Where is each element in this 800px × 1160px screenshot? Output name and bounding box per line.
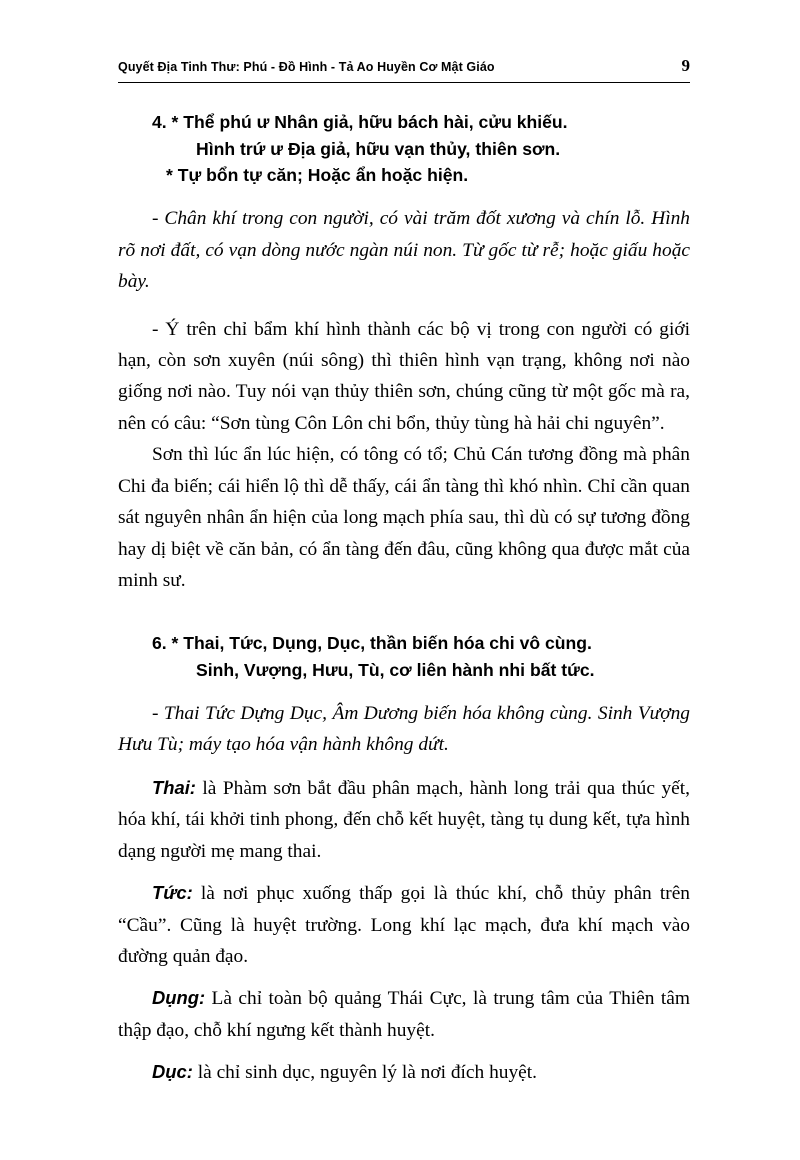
header-divider (118, 82, 690, 83)
definition-duc (118, 1057, 690, 1088)
running-title: Quyết Địa Tinh Thư: Phú - Đồ Hình - Tả Ao Huyền Cơ Mật Giáo (118, 60, 495, 74)
verse-line: Hình trứ ư Địa giả, hữu vạn thủy, thiên sơn. (196, 138, 561, 159)
definition-term: Tức: (152, 882, 193, 904)
verse-line: 6. * Thai, Tức, Dụng, Dục, thần biến hóa chi vô cùng. (152, 633, 592, 654)
body-paragraph: - Ý trên chỉ bẩm khí hình thành các bộ vị trong con người có giới hạn, còn sơn xuyên (núi sông) thì thiên hình vạn trạng, không nơi nào giống nơi nào. Tuy nói vạn thủy thiên sơn, chúng cũng từ một gốc mà ra, nên có câu: “Sơn tùng Côn Lôn chi bổn, thủy tùng hà hải chi nguyên”. (118, 318, 690, 434)
verse-line: 4. * Thể phú ư Nhân giả, hữu bách hài, cửu khiếu. (152, 112, 568, 132)
definition-term: Dụng: (152, 987, 206, 1009)
definition-dung (118, 983, 690, 1046)
page-content (96, 109, 704, 1089)
verse-line: * Tự bổn tự căn; Hoặc ẩn hoặc hiện. (166, 165, 469, 186)
definition-term: Dục: (152, 1061, 193, 1083)
definition-text: là chỉ sinh dục, nguyên lý là nơi đích huyệt. (192, 1062, 538, 1084)
definition-thai (118, 773, 690, 867)
definition-text: Là chỉ toàn bộ quảng Thái Cực, là trung tâm của Thiên tâm thập đạo, chỗ khí ngưng kết thành huyệt. (118, 988, 690, 1041)
definition-term: Thai: (152, 776, 196, 798)
verse-line: Sinh, Vượng, Hưu, Tù, cơ liên hành nhi bất tức. (196, 660, 595, 681)
page-number: 9 (681, 56, 690, 75)
verse-block-4 (118, 109, 690, 189)
gloss-paragraph: - Thai Tức Dựng Dục, Âm Dương biến hóa không cùng. Sinh Vượng Hưu Tù; máy tạo hóa vận hành không dứt. (118, 702, 690, 756)
definition-text: là nơi phục xuống thấp gọi là thúc khí, chỗ thủy phân trên “Cầu”. Cũng là huyệt trường. Long khí lạc mạch, đưa khí mạch vào đường quản đạo. (118, 883, 690, 967)
body-paragraph: Sơn thì lúc ẩn lúc hiện, có tông có tổ; Chủ Cán tương đồng mà phân Chi đa biến; cái hiển lộ thì dễ thấy, cái ẩn tàng thì khó nhìn. Chỉ cần quan sát nguyên nhân ẩn hiện của long mạch phía sau, thì dù có sự tương đồng hay dị biệt về căn bản, có ẩn tàng đến đâu, cũng không qua được mắt của minh sư. (118, 444, 690, 592)
definition-tuc (118, 878, 690, 972)
page-header (96, 56, 704, 76)
gloss-paragraph: - Chân khí trong con người, có vài trăm đốt xương và chín lỗ. Hình rõ nơi đất, có vạn dòng nước ngàn núi non. Từ gốc từ rễ; hoặc giấu hoặc bày. (118, 208, 690, 293)
definition-text: là Phàm sơn bắt đầu phân mạch, hành long trải qua thúc yết, hóa khí, tái khởi tinh phong, đến chỗ kết huyệt, tàng tụ dung kết, tựa hình dạng người mẹ mang thai. (118, 777, 690, 862)
verse-block-6 (118, 630, 690, 683)
